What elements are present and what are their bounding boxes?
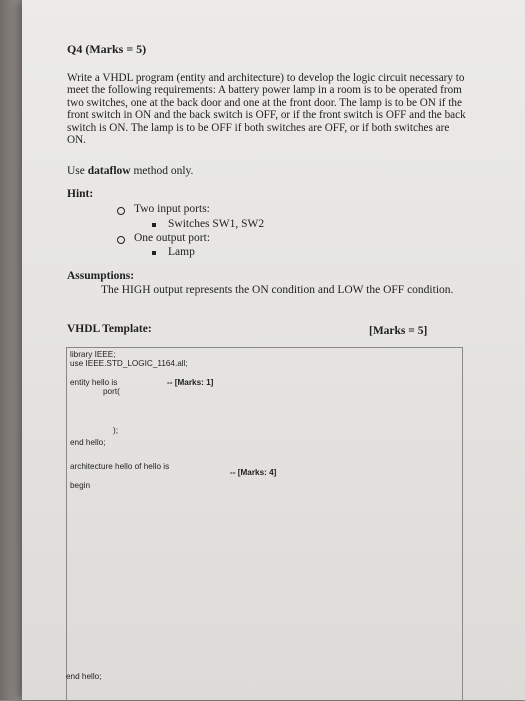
template-marks: [Marks = 5] xyxy=(369,325,428,337)
method-bold: dataflow xyxy=(87,165,131,177)
code-end-entity: end hello; xyxy=(70,438,106,447)
method-suffix: method only. xyxy=(130,165,194,177)
question-title: Q4 (Marks = 5) xyxy=(67,42,147,56)
code-entity: entity hello is xyxy=(70,378,118,387)
template-label: VHDL Template: xyxy=(67,323,152,335)
code-arch-marks: -- [Marks: 4] xyxy=(230,468,277,477)
hint-input-item: Switches SW1, SW2 xyxy=(168,218,265,230)
circle-bullet-icon xyxy=(117,236,125,244)
hint-label: Hint: xyxy=(67,188,94,200)
assumptions-label: Assumptions: xyxy=(67,270,135,282)
code-end-architecture: end hello; xyxy=(66,672,102,681)
assumptions-text: The HIGH output represents the ON condition and LOW the OFF condition. xyxy=(101,284,454,296)
code-begin: begin xyxy=(70,481,91,490)
question-text: Write a VHDL program (entity and architecture) to develop the logic circuit necessary to meet the following requirements: A battery power lamp in a room is to be operated from two switches, one at the back door and one at the front door. The lamp is to be ON if the front switch in ON and the back switch is OFF, or if the front switch is OFF and the back switch is ON. The lamp is to be OFF if both switches are OFF, or if both switches are ON. xyxy=(67,72,466,147)
hint-output-item: Lamp xyxy=(168,246,195,258)
circle-bullet-icon xyxy=(117,207,125,215)
code-entity-marks: -- [Marks: 1] xyxy=(167,378,214,387)
hint-output-label: One output port: xyxy=(134,232,211,244)
code-architecture: architecture hello of hello is xyxy=(70,462,170,471)
code-library: library IEEE; xyxy=(70,350,116,359)
method-line xyxy=(67,165,193,178)
code-port-close: ); xyxy=(113,426,119,435)
square-bullet-icon xyxy=(152,251,156,255)
code-port: port( xyxy=(103,387,120,396)
square-bullet-icon xyxy=(152,223,156,227)
method-prefix: Use xyxy=(67,165,88,177)
hint-input-label: Two input ports: xyxy=(134,203,210,215)
code-use: use IEEE.STD_LOGIC_1164.all; xyxy=(70,359,188,368)
vhdl-template-box xyxy=(66,347,463,701)
